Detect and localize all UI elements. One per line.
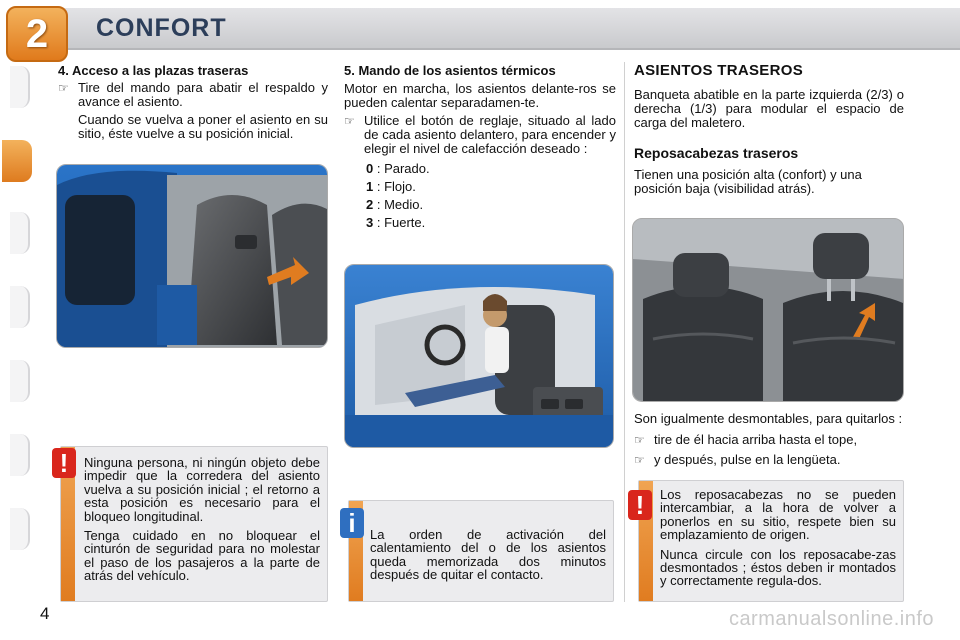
note-paragraph: Ninguna persona, ni ningún objeto debe impedir que la corredera del asiento vuelva a su posición inicial ; el retorno a esta posición es necesario para el bloqueo longitudinal. <box>84 455 320 524</box>
subsection-heading: Reposacabezas traseros <box>634 145 799 161</box>
warning-icon: ! <box>52 448 76 478</box>
page-title: CONFORT <box>96 14 227 42</box>
heat-level: 0 : Parado. <box>366 161 430 176</box>
page-header <box>0 0 960 60</box>
chapter-tab[interactable] <box>10 286 30 328</box>
chapter-tab[interactable] <box>10 66 30 108</box>
chapter-tab[interactable] <box>10 434 30 476</box>
section-title: 4. Acceso a las plazas traseras <box>58 63 249 78</box>
chapter-tab-active[interactable] <box>2 140 32 182</box>
footer-watermark: carmanualsonline.info <box>728 608 934 630</box>
seat-access-photo <box>56 164 328 348</box>
paragraph: Tienen una posición alta (confort) y una posición baja (visibilidad atrás). <box>634 167 862 196</box>
heat-level: 1 : Flojo. <box>366 179 416 194</box>
note-paragraph: Los reposacabezas no se pueden intercambiar, a la hora de volver a ponerlos en su sitio, respete bien su emplazamiento de origen. <box>660 487 896 543</box>
warning-icon: ! <box>628 490 652 520</box>
note-paragraph: Tenga cuidado en no bloquear el cinturón de seguridad para no molestar el paso de los pasajeros a la parte de atrás del vehículo. <box>84 528 320 584</box>
bullet-text: Utilice el botón de reglaje, situado al lado de cada asiento delantero, para encender y elegir el nivel de calefacción deseado : <box>364 113 616 156</box>
hand-pointer-icon: ☞ <box>634 433 645 447</box>
paragraph: Cuando se vuelva a poner el asiento en su sitio, éste vuelve a su posición inicial. <box>78 112 328 141</box>
paragraph: Son igualmente desmontables, para quitarlos : <box>634 411 903 426</box>
section-heated-seats <box>344 64 616 230</box>
info-note-text <box>370 528 606 582</box>
section-heading: ASIENTOS TRASEROS <box>634 62 804 79</box>
rear-headrests-photo <box>632 218 904 402</box>
bullet-item <box>344 114 616 156</box>
warning-note-text <box>84 456 320 583</box>
chapter-tab[interactable] <box>10 360 30 402</box>
bullet-text: tire de él hacia arriba hasta el tope, <box>654 432 858 447</box>
note-paragraph: La orden de activación del calentamiento del o de los asientos queda memorizada dos minutos después de quitar el contacto. <box>370 527 606 583</box>
page-number: 4 <box>40 604 50 623</box>
bullet-item <box>634 433 904 447</box>
warning-note-text <box>660 488 896 588</box>
section-rear-access <box>58 64 328 141</box>
paragraph: Motor en marcha, los asientos delante-ros se pueden calentar separadamen-te. <box>344 81 616 110</box>
hand-pointer-icon: ☞ <box>58 81 69 95</box>
column-divider <box>624 62 625 602</box>
chapter-tab[interactable] <box>10 212 30 254</box>
heat-levels <box>344 162 616 230</box>
removal-instructions <box>634 412 904 467</box>
driver-seat-photo <box>344 264 614 448</box>
chapter-badge: 2 <box>6 6 68 62</box>
hand-pointer-icon: ☞ <box>344 114 355 128</box>
note-paragraph: Nunca circule con los reposacabe-zas desmontados ; éstos deben ir montados y correctamente regula-dos. <box>660 546 896 589</box>
section-title: 5. Mando de los asientos térmicos <box>344 63 556 78</box>
chapter-tab[interactable] <box>10 508 30 550</box>
heat-level: 2 : Medio. <box>366 197 424 212</box>
info-icon: i <box>340 508 364 538</box>
hand-pointer-icon: ☞ <box>634 453 645 467</box>
bullet-text: Tire del mando para abatir el respaldo y avance el asiento. <box>78 80 328 109</box>
section-rear-seats <box>634 64 904 196</box>
chapter-tabs <box>0 60 38 580</box>
heat-level: 3 : Fuerte. <box>366 215 426 230</box>
bullet-text: y después, pulse en la lengüeta. <box>654 452 841 467</box>
bullet-item <box>58 81 328 109</box>
paragraph: Banqueta abatible en la parte izquierda (2/3) o derecha (1/3) para modular el espacio de carga del maletero. <box>634 87 904 130</box>
bullet-item <box>634 453 904 467</box>
